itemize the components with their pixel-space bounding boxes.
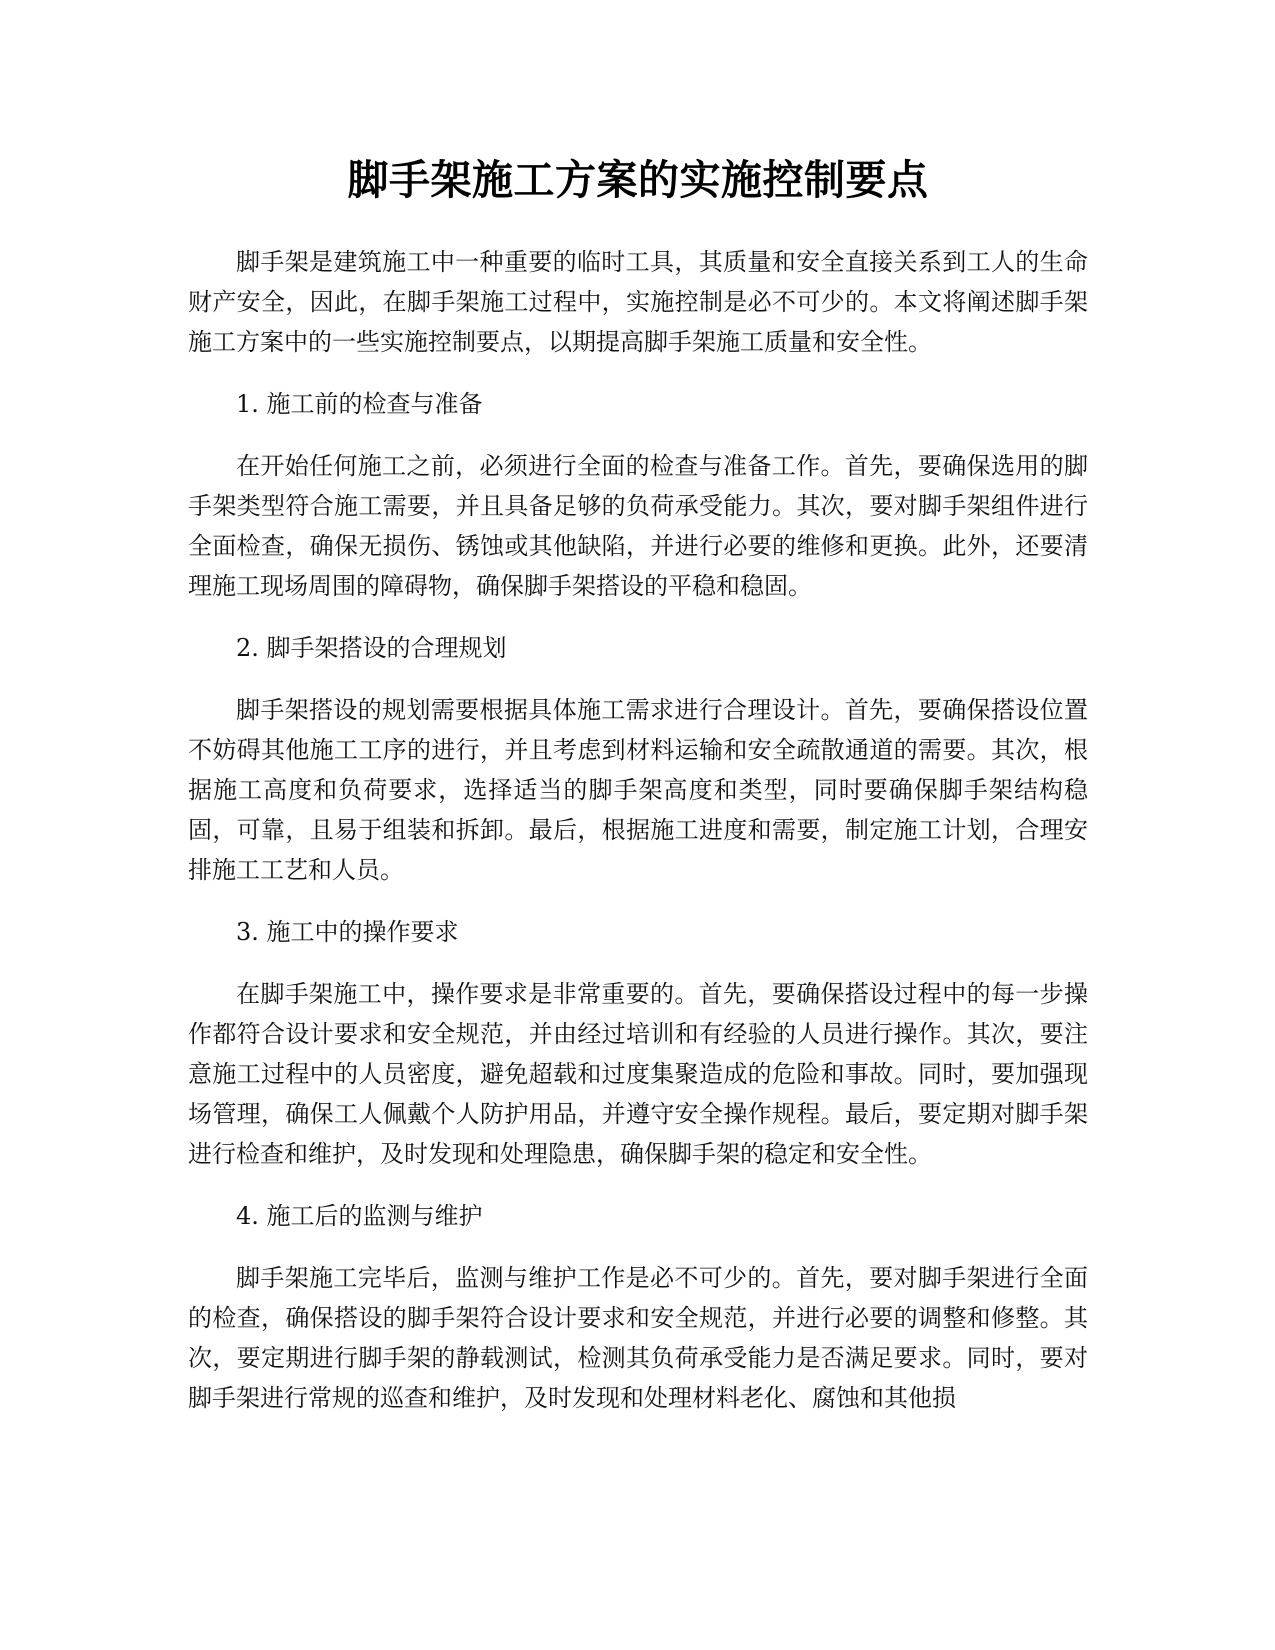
section-4-paragraph: 脚手架施工完毕后，监测与维护工作是必不可少的。首先，要对脚手架进行全面的检查，确保搭设的脚手架符合设计要求和安全规范，并进行必要的调整和修整。其次，要定期进行脚手架的静载测试，检测其负荷承受能力是否满足要求。同时，要对脚手架进行常规的巡查和维护，及时发现和处理材料老化、腐蚀和其他损 bbox=[188, 1264, 1088, 1412]
section-2-paragraph: 脚手架搭设的规划需要根据具体施工需求进行合理设计。首先，要确保搭设位置不妨碍其他施工工序的进行，并且考虑到材料运输和安全疏散通道的需要。其次，根据施工高度和负荷要求，选择适当的脚手架高度和类型，同时要确保脚手架结构稳固，可靠，且易于组装和拆卸。最后，根据施工进度和需要，制定施工计划，合理安排施工工艺和人员。 bbox=[188, 696, 1088, 884]
section-1-heading: 1. 施工前的检查与准备 bbox=[236, 390, 483, 418]
section-3-paragraph: 在脚手架施工中，操作要求是非常重要的。首先，要确保搭设过程中的每一步操作都符合设计要求和安全规范，并由经过培训和有经验的人员进行操作。其次，要注意施工过程中的人员密度，避免超载和过度集聚造成的危险和事故。同时，要加强现场管理，确保工人佩戴个人防护用品，并遵守安全操作规程。最后，要定期对脚手架进行检查和维护，及时发现和处理隐患，确保脚手架的稳定和安全性。 bbox=[188, 980, 1088, 1168]
document-title: 脚手架施工方案的实施控制要点 bbox=[347, 156, 929, 204]
section-1-paragraph: 在开始任何施工之前，必须进行全面的检查与准备工作。首先，要确保选用的脚手架类型符合施工需要，并且具备足够的负荷承受能力。其次，要对脚手架组件进行全面检查，确保无损伤、锈蚀或其他缺陷，并进行必要的维修和更换。此外，还要清理施工现场周围的障碍物，确保脚手架搭设的平稳和稳固。 bbox=[188, 452, 1088, 600]
intro-paragraph: 脚手架是建筑施工中一种重要的临时工具，其质量和安全直接关系到工人的生命财产安全，因此，在脚手架施工过程中，实施控制是必不可少的。本文将阐述脚手架施工方案中的一些实施控制要点，以期提高脚手架施工质量和安全性。 bbox=[188, 248, 1088, 356]
document-content bbox=[188, 150, 1088, 1440]
section-3-heading: 3. 施工中的操作要求 bbox=[236, 918, 459, 946]
document-body bbox=[188, 242, 1088, 1418]
section-2-heading: 2. 脚手架搭设的合理规划 bbox=[236, 634, 507, 662]
section-4-heading: 4. 施工后的监测与维护 bbox=[236, 1202, 483, 1230]
